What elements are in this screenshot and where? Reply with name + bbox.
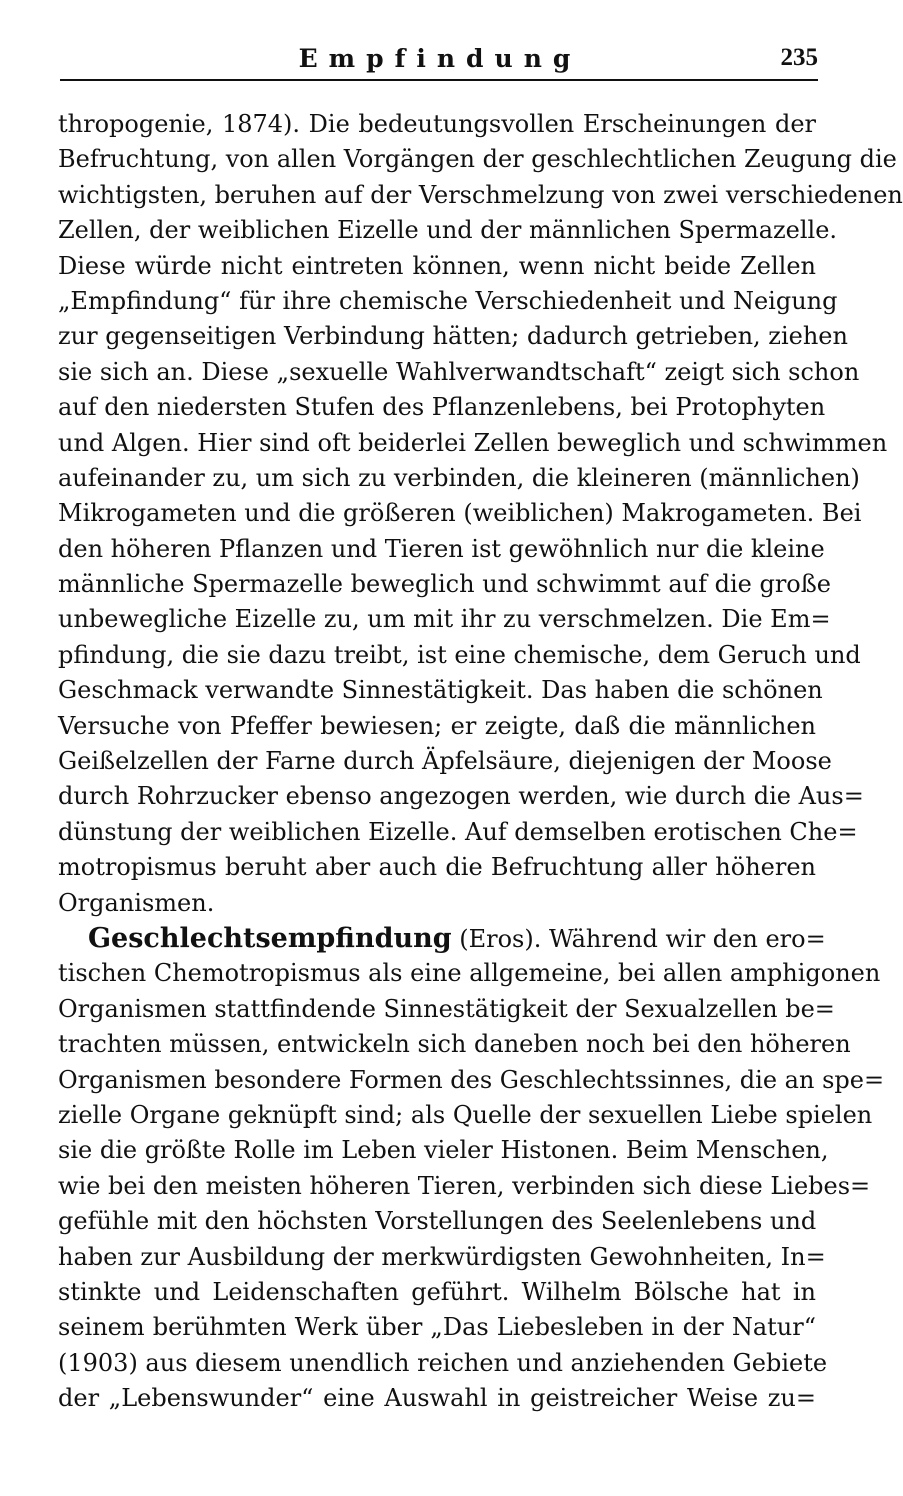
text-line: dünstung der weiblichen Eizelle. Auf demselben erotischen Che= bbox=[58, 817, 858, 846]
text-line: Geschmack verwandte Sinnestätigkeit. Das haben die schönen bbox=[58, 676, 823, 705]
text-line: haben zur Ausbildung der merkwürdigsten Gewohnheiten, In= bbox=[58, 1242, 826, 1271]
text-line: Mikrogameten und die größeren (weiblichen) Makrogameten. Bei bbox=[58, 499, 862, 528]
text-line: Zellen, der weiblichen Eizelle und der männlichen Spermazelle. bbox=[58, 216, 838, 245]
text-line: der „Lebenswunder“ eine Auswahl in geistreicher Weise zu= bbox=[58, 1384, 816, 1413]
text-line: wichtigsten, beruhen auf der Verschmelzung von zwei verschiedenen bbox=[58, 180, 903, 209]
text-line: Befruchtung, von allen Vorgängen der geschlechtlichen Zeugung die bbox=[58, 145, 897, 174]
page-number: 235 bbox=[780, 44, 818, 71]
text-line: unbewegliche Eizelle zu, um mit ihr zu verschmelzen. Die Em= bbox=[58, 605, 831, 634]
text-line: (1903) aus diesem unendlich reichen und anziehenden Gebiete bbox=[58, 1348, 828, 1377]
text-line: männliche Spermazelle beweglich und schwimmt auf die große bbox=[58, 570, 831, 599]
text-line: wie bei den meisten höheren Tieren, verbinden sich diese Liebes= bbox=[58, 1171, 871, 1200]
text-line: Organismen stattfindende Sinnestätigkeit der Sexualzellen be= bbox=[58, 994, 835, 1023]
text-line: Organismen. bbox=[58, 888, 215, 917]
text-line: Versuche von Pfeffer bewiesen; er zeigte, daß die männlichen bbox=[58, 711, 816, 740]
running-title: Empfindung bbox=[298, 44, 582, 73]
text-line: seinem berühmten Werk über „Das Liebesleben in der Natur“ bbox=[58, 1313, 816, 1342]
text-line: pfindung, die sie dazu treibt, ist eine chemische, dem Geruch und bbox=[58, 640, 861, 669]
text-line: „Empfindung“ für ihre chemische Verschiedenheit und Neigung bbox=[58, 286, 838, 315]
text-line: zur gegenseitigen Verbindung hätten; dadurch getrieben, ziehen bbox=[58, 322, 848, 351]
text-line: aufeinander zu, um sich zu verbinden, die kleineren (männlichen) bbox=[58, 463, 860, 492]
text-line: sie die größte Rolle im Leben vieler Histonen. Beim Menschen, bbox=[58, 1136, 829, 1165]
header-rule bbox=[60, 79, 818, 81]
section-first-line-text: Während wir den ero= bbox=[549, 924, 826, 953]
text-line: trachten müssen, entwickeln sich daneben noch bei den höheren bbox=[58, 1030, 851, 1059]
text-line: durch Rohrzucker ebenso angezogen werden, wie durch die Aus= bbox=[58, 782, 864, 811]
text-line: und Algen. Hier sind oft beiderlei Zellen beweglich und schwimmen bbox=[58, 428, 888, 457]
section-heading: Geschlechtsempfindung bbox=[88, 922, 452, 954]
text-line: thropogenie, 1874). Die bedeutungsvollen Erscheinungen der bbox=[58, 110, 816, 138]
text-line: stinkte und Leidenschaften geführt. Wilhelm Bölsche hat in bbox=[58, 1277, 816, 1306]
text-line: Diese würde nicht eintreten können, wenn nicht beide Zellen bbox=[58, 251, 816, 280]
running-head bbox=[60, 40, 820, 80]
text-line: motropismus beruht aber auch die Befruchtung aller höheren bbox=[58, 853, 816, 882]
text-line: Geißelzellen der Farne durch Äpfelsäure, diejenigen der Moose bbox=[58, 747, 832, 776]
section-heading-note: (Eros). bbox=[459, 924, 542, 953]
text-line: den höheren Pflanzen und Tieren ist gewöhnlich nur die kleine bbox=[58, 534, 825, 563]
text-line: tischen Chemotropismus als eine allgemeine, bei allen amphigonen bbox=[58, 959, 881, 988]
text-line: gefühle mit den höchsten Vorstellungen des Seelenlebens und bbox=[58, 1207, 817, 1236]
section-first-line bbox=[58, 921, 826, 956]
text-line: sie sich an. Diese „sexuelle Wahlverwandtschaft“ zeigt sich schon bbox=[58, 357, 860, 386]
body-text bbox=[58, 107, 903, 1416]
text-line: auf den niedersten Stufen des Pflanzenlebens, bei Protophyten bbox=[58, 393, 826, 422]
text-line: Organismen besondere Formen des Geschlechtssinnes, die an spe= bbox=[58, 1065, 885, 1094]
text-line: zielle Organe geknüpft sind; als Quelle der sexuellen Liebe spielen bbox=[58, 1100, 873, 1129]
